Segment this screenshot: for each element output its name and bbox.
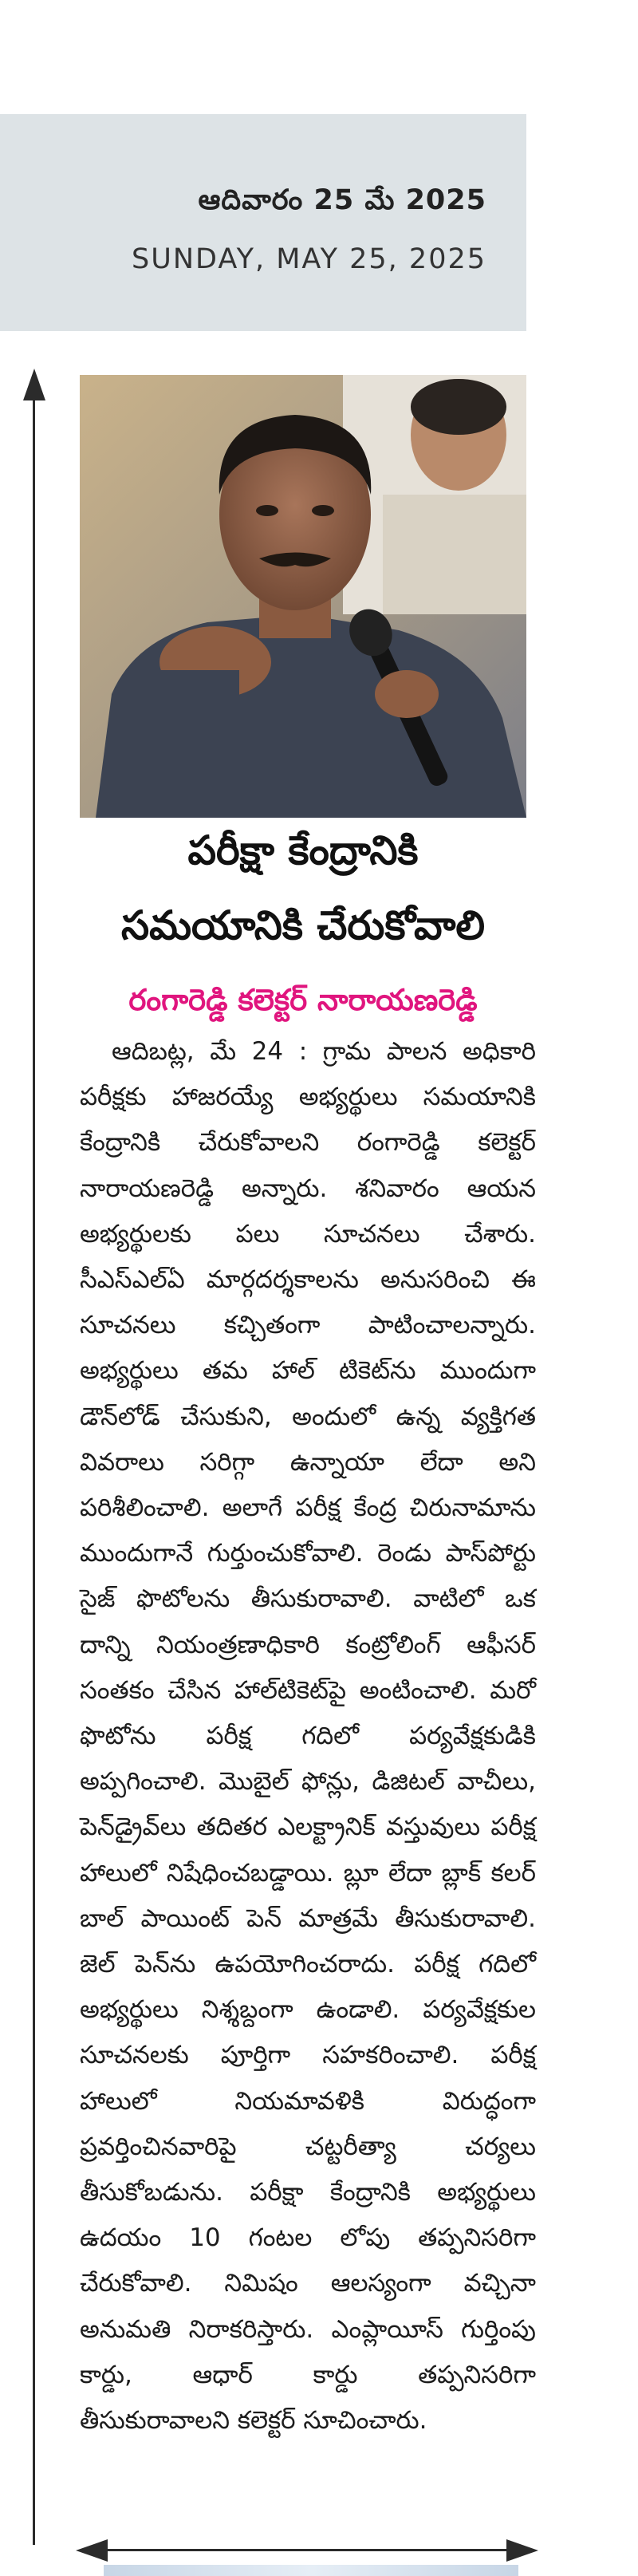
headline-line-1: పరీక్షా కేంద్రానికి	[187, 826, 419, 874]
date-english: SUNDAY, MAY 25, 2025	[132, 243, 486, 275]
date-telugu: ఆదివారం 25 మే 2025	[198, 184, 486, 216]
subheadline: రంగారెడ్డి కలెక్టర్ నారాయణరెడ్డి	[128, 983, 478, 1017]
right-arrow-head-icon	[506, 2539, 538, 2562]
date-panel	[0, 114, 526, 331]
vertical-rule	[33, 375, 35, 2545]
news-photo	[80, 375, 526, 818]
next-article-edge	[104, 2565, 518, 2576]
headline-line-2: సమయానికి చేరుకోవాలి	[120, 901, 486, 949]
article-body: ఆదిబట్ల, మే 24 : గ్రామ పాలన అధికారి పరీక్షకు హాజరయ్యే అభ్యర్థులు సమయానికి కేంద్రానికి చేరుకోవాలని రంగారెడ్డి కలెక్టర్ నారాయణరెడ్డి అన్నారు. శనివారం ఆయన అభ్యర్థులకు పలు సూచనలు చేశారు. సీఎస్ఎల్ఏ మార్గదర్శకాలను అనుసరించి ఈ సూచనలు కచ్చితంగా పాటించాలన్నారు. అభ్యర్థులు తమ హాల్ టికెట్‌ను ముందుగా డౌన్‌లోడ్ చేసుకుని, అందులో ఉన్న వ్యక్తిగత వివరాలు సరిగ్గా ఉన్నాయా లేదా అని పరిశీలించాలి. అలాగే పరీక్ష కేంద్ర చిరునామాను ముందుగానే గుర్తుంచుకోవాలి. రెండు పాస్‌పోర్టు సైజ్ ఫొటోలను తీసుకురావాలి. వాటిలో ఒక దాన్ని నియంత్రణాధికారి కంట్రోలింగ్ ఆఫీసర్ సంతకం చేసిన హాల్‌టికెట్‌పై అంటించాలి. మరో ఫొటోను పరీక్ష గదిలో పర్యవేక్షకుడికి అప్పగించాలి. మొబైల్ ఫోన్లు, డిజిటల్ వాచీలు, పెన్‌డ్రైవ్‌లు తదితర ఎలక్ట్రానిక్ వస్తువులు పరీక్ష హాలులో నిషేధించబడ్డాయి. బ్లూ లేదా బ్లాక్ కలర్ బాల్ పాయింట్ పెన్ మాత్రమే తీసుకురావాలి. జెల్ పెన్‌ను ఉపయోగించరాదు. పరీక్ష గదిలో అభ్యర్థులు నిశ్శబ్దంగా ఉండాలి. పర్యవేక్షకుల సూచనలకు పూర్తిగా సహకరించాలి. పరీక్ష హాలులో నియమావళికి విరుద్ధంగా ప్రవర్తించినవారిపై చట్టరీత్యా చర్యలు తీసుకోబడును. పరీక్షా కేంద్రానికి అభ్యర్థులు ఉదయం 10 గంటల లోపు తప్పనిసరిగా చేరుకోవాలి. నిమిషం ఆలస్యంగా వచ్చినా అనుమతి నిరాకరిస్తారు. ఎంప్లాయీస్ గుర్తింపు కార్డు, ఆధార్ కార్డు తప్పనిసరిగా తీసుకురావాలని కలెక్టర్ సూచించారు.	[80, 1037, 536, 2436]
horizontal-rule	[96, 2549, 518, 2551]
